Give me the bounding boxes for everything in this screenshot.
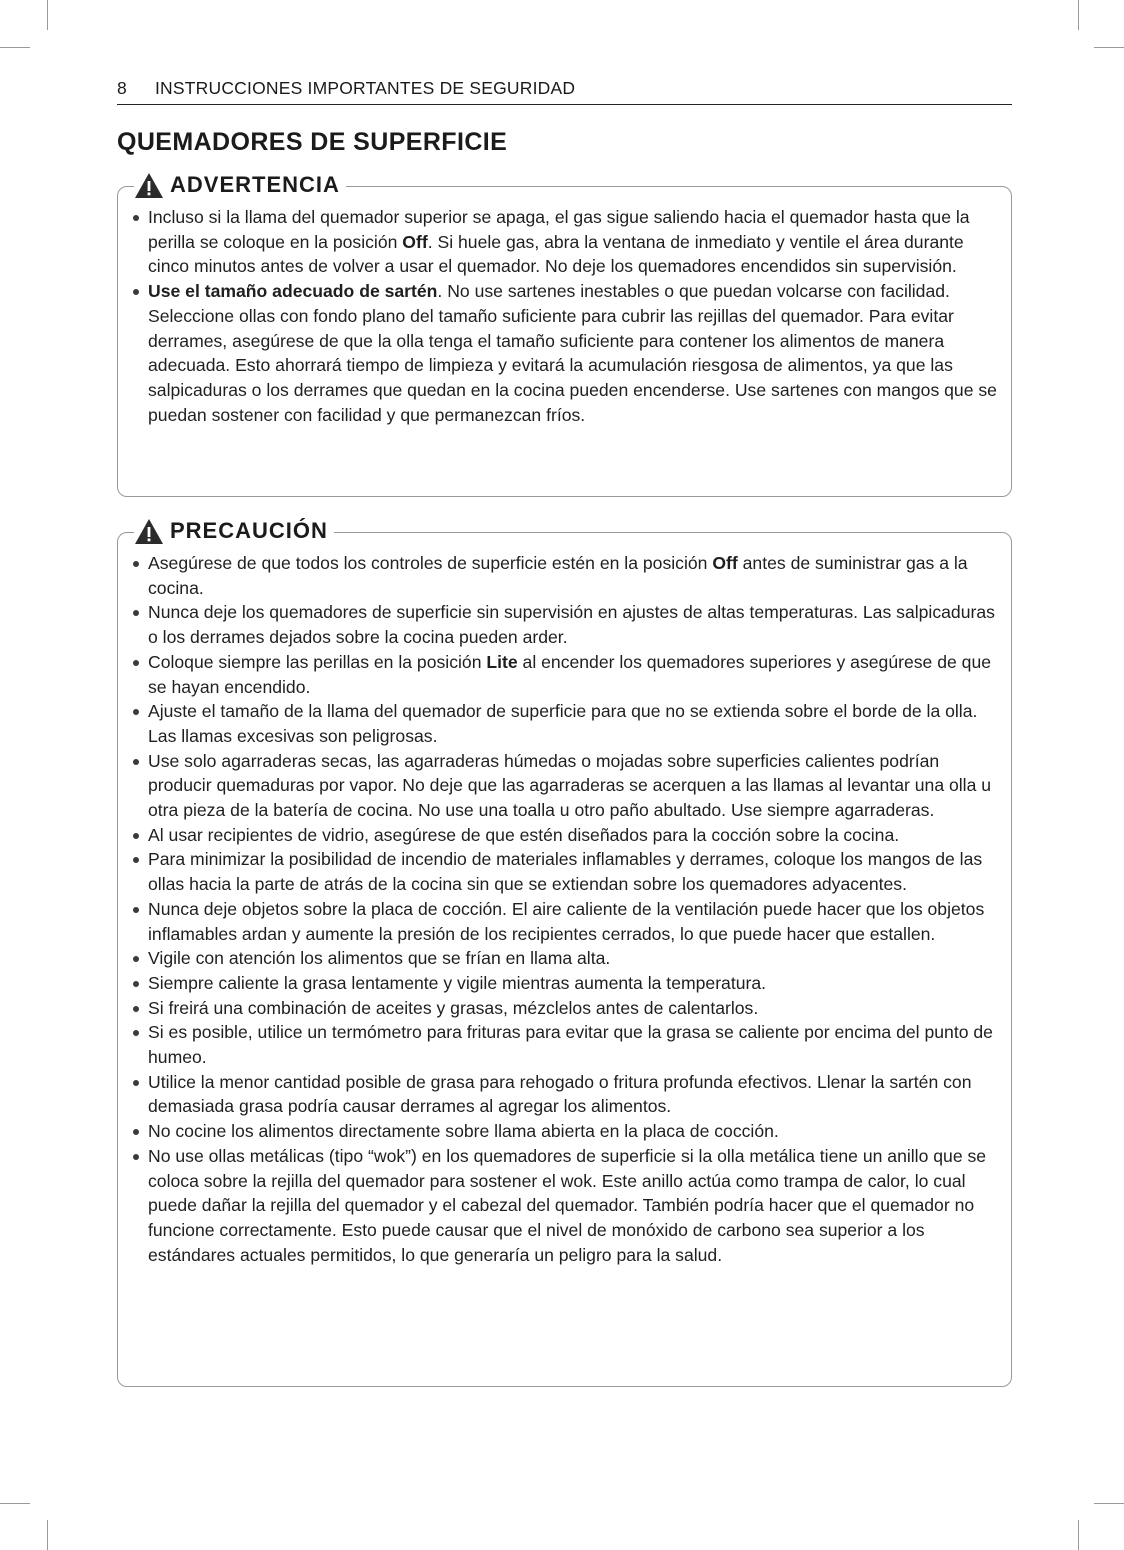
list-item: Nunca deje objetos sobre la placa de cocción. El aire caliente de la ventilación puede hacer que los objetos inflamables ardan y aumente la presión de los recipientes cerrados, lo que puede hacer que estallen. [132,897,999,946]
running-header [117,78,1012,105]
page-title: QUEMADORES DE SUPERFICIE [117,128,508,156]
warning-list [132,205,999,427]
crop-mark [1094,1503,1124,1504]
list-item: Utilice la menor cantidad posible de grasa para rehogado o fritura profunda efectivos. Llenar la sartén con demasiada grasa podría causar derrames al agregar los alimentos. [132,1070,999,1119]
list-item: No cocine los alimentos directamente sobre llama abierta en la placa de cocción. [132,1119,999,1144]
list-item: Nunca deje los quemadores de superficie sin supervisión en ajustes de altas temperaturas. Las salpicaduras o los derrames dejados sobre la cocina pueden arder. [132,600,999,649]
crop-mark [1094,47,1124,48]
list-item: Si es posible, utilice un termómetro para frituras para evitar que la grasa se caliente por encima del punto de humeo. [132,1020,999,1069]
list-item: Use el tamaño adecuado de sartén. No use sartenes inestables o que puedan volcarse con facilidad. Seleccione ollas con fondo plano del tamaño suficiente para cubrir las rejillas del quemador. Para evitar derrames, asegúrese de que la olla tenga el tamaño suficiente para contener los alimentos de manera adecuada. Esto ahorrará tiempo de limpieza y evitará la acumulación riesgosa de alimentos, ya que las salpicaduras o los derrames que quedan en la cocina pueden encenderse. Use sartenes con mangos que se puedan sostener con facilidad y que permanezcan fríos. [132,279,999,427]
list-item: Incluso si la llama del quemador superior se apaga, el gas sigue saliendo hacia el quemador hasta que la perilla se coloque en la posición Off. Si huele gas, abra la ventana de inmediato y ventile el área durante cinco minutos antes de volver a usar el quemador. No deje los quemadores encendidos sin supervisión. [132,205,999,279]
section-title: INSTRUCCIONES IMPORTANTES DE SEGURIDAD [155,78,576,98]
crop-mark [47,1520,48,1550]
crop-mark [0,1503,30,1504]
list-item: Siempre caliente la grasa lentamente y vigile mientras aumenta la temperatura. [132,971,999,996]
crop-mark [0,47,30,48]
list-item: Al usar recipientes de vidrio, asegúrese de que estén diseñados para la cocción sobre la cocina. [132,823,999,848]
list-item: No use ollas metálicas (tipo “wok”) en los quemadores de superficie si la olla metálica tiene un anillo que se coloca sobre la rejilla del quemador para sostener el wok. Este anillo actúa como trampa de calor, lo cual puede dañar la rejilla del quemador y el cabezal del quemador. También podría hacer que el quemador no funcione correctamente. Esto puede causar que el nivel de monóxido de carbono sea superior a los estándares actuales permitidos, lo que generaría un peligro para la salud. [132,1144,999,1268]
caution-heading [134,516,334,546]
list-item: Vigile con atención los alimentos que se frían en llama alta. [132,946,999,971]
crop-mark [1078,0,1079,30]
crop-mark [47,0,48,30]
warning-label: ADVERTENCIA [170,172,340,197]
warning-triangle-icon [134,172,164,199]
list-item: Use solo agarraderas secas, las agarraderas húmedas o mojadas sobre superficies calientes podrían producir quemaduras por vapor. No deje que las agarraderas se acerquen a las llamas al levantar una olla u otra pieza de la batería de cocina. No use una toalla u otro paño abultado. Use siempre agarraderas. [132,749,999,823]
caution-box [117,518,1012,1387]
list-item: Para minimizar la posibilidad de incendio de materiales inflamables y derrames, coloque los mangos de las ollas hacia la parte de atrás de la cocina sin que se extiendan sobre los quemadores adyacentes. [132,847,999,896]
page-number: 8 [117,78,127,98]
warning-heading [134,170,346,200]
list-item: Ajuste el tamaño de la llama del quemador de superficie para que no se extienda sobre el borde de la olla. Las llamas excesivas son peligrosas. [132,699,999,748]
list-item: Asegúrese de que todos los controles de superficie estén en la posición Off antes de suministrar gas a la cocina. [132,551,999,600]
caution-label: PRECAUCIÓN [170,518,328,543]
warning-box [117,172,1012,497]
list-item: Si freirá una combinación de aceites y grasas, mézclelos antes de calentarlos. [132,996,999,1021]
crop-mark [1078,1520,1079,1550]
caution-list [132,551,999,1267]
warning-triangle-icon [134,518,164,545]
list-item: Coloque siempre las perillas en la posición Lite al encender los quemadores superiores y asegúrese de que se hayan encendido. [132,650,999,699]
